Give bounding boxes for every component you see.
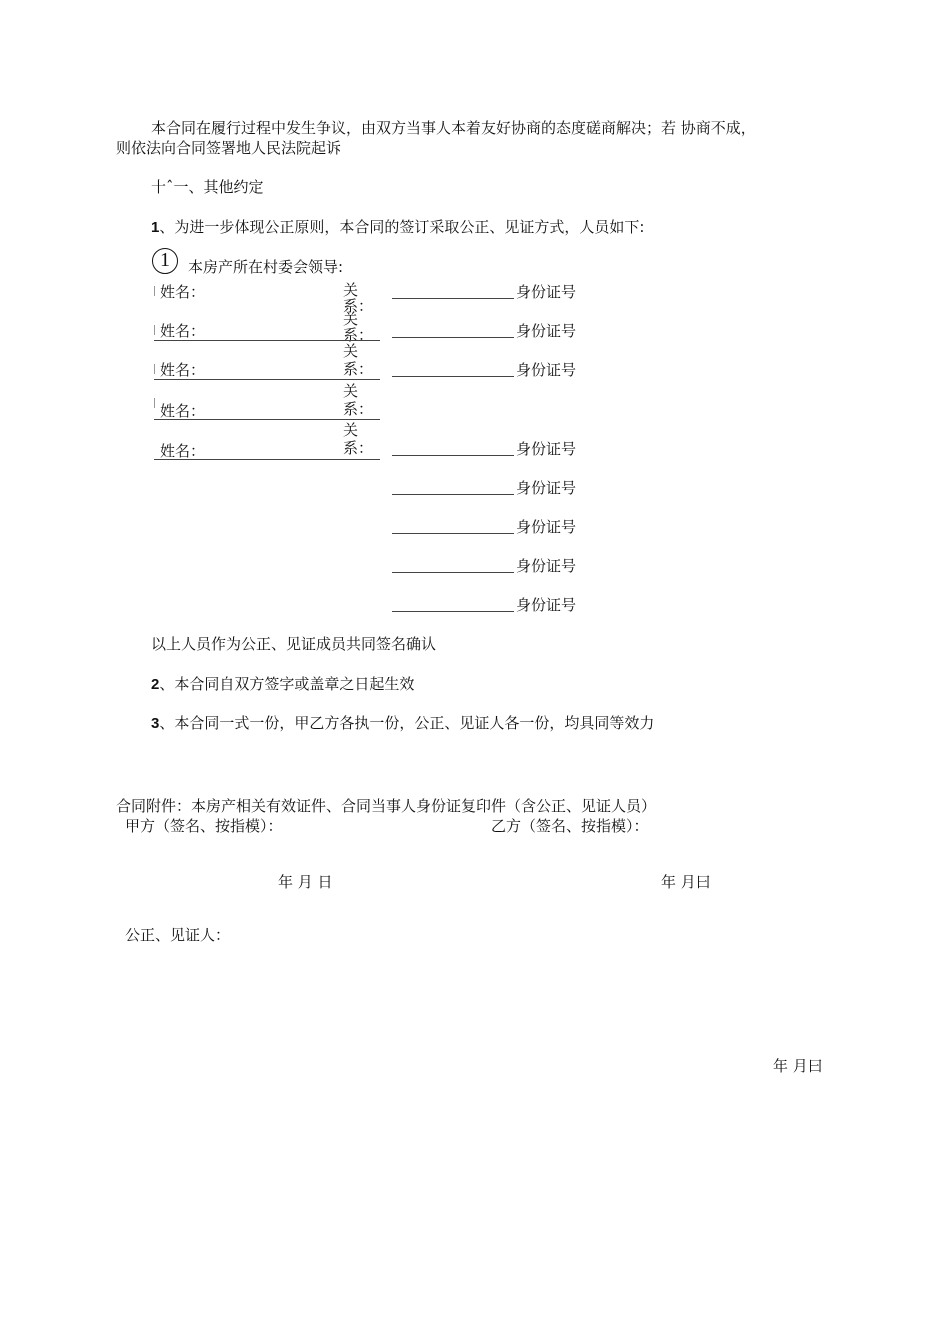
relation-top: 关 (343, 342, 359, 360)
row-mark (154, 325, 155, 335)
relation-top: 关 (343, 310, 359, 328)
row-mark (154, 286, 155, 296)
relation-bottom: 系： (343, 297, 374, 315)
name-underline (154, 379, 380, 380)
id-label: 身份证号 (516, 596, 577, 614)
relation-bottom: 系： (343, 439, 374, 457)
party-b-date: 年 月曰 (661, 873, 711, 891)
row-mark (154, 398, 155, 408)
name-label: 姓名： (160, 322, 206, 340)
relation-bottom: 系： (343, 360, 374, 378)
name-label: 姓名： (160, 283, 206, 301)
id-underline (392, 455, 514, 456)
witness-date: 年 月曰 (773, 1057, 823, 1075)
relation-top: 关 (343, 281, 359, 299)
circled-number-1: 1 (152, 248, 178, 274)
name-label: 姓名： (160, 361, 206, 379)
id-underline (392, 337, 514, 338)
name-underline (154, 419, 380, 420)
id-label: 身份证号 (516, 361, 577, 379)
relation-bottom: 系： (343, 326, 374, 344)
name-label: 姓名： (160, 442, 206, 460)
item-number: 2 (151, 676, 160, 693)
party-a-date: 年 月 日 (278, 873, 333, 891)
id-label: 身份证号 (516, 322, 577, 340)
party-a-signature-label: 甲方（签名、按指模）： (125, 817, 283, 835)
id-label: 身份证号 (516, 283, 577, 301)
item-2 (151, 675, 414, 694)
id-underline (392, 376, 514, 377)
dispute-clause-line1: 本合同在履行过程中发生争议，由双方当事人本着友好协商的态度磋商解决；若 协商不成， (151, 119, 756, 137)
party-b-signature-label: 乙方（签名、按指模）： (491, 817, 649, 835)
item-3 (151, 714, 654, 733)
witness-label: 公正、见证人： (125, 926, 231, 944)
id-label: 身份证号 (516, 440, 577, 458)
id-underline (392, 572, 514, 573)
relation-top: 关 (343, 421, 359, 439)
relation-bottom: 系： (343, 400, 374, 418)
name-underline (154, 459, 380, 460)
item-text: 、为进一步体现公正原则，本合同的签订采取公正、见证方式，人员如下: (159, 218, 645, 236)
confirmation-text: 以上人员作为公正、见证成员共同签名确认 (151, 635, 437, 653)
id-label: 身份证号 (516, 479, 577, 497)
item-number: 1 (151, 219, 160, 236)
row-mark (154, 364, 155, 374)
section-title: 十ˆ一、其他约定 (151, 178, 264, 196)
id-label: 身份证号 (516, 518, 577, 536)
item-text: 、本合同自双方签字或盖章之日起生效 (159, 675, 415, 693)
dispute-clause-line2: 则依法向合同签署地人民法院起诉 (116, 139, 342, 157)
id-label: 身份证号 (516, 557, 577, 575)
item-text: 、本合同一式一份，甲乙方各执一份，公正、见证人各一份，均具同等效力 (159, 714, 655, 732)
item-number: 3 (151, 715, 160, 732)
id-underline (392, 611, 514, 612)
id-underline (392, 494, 514, 495)
id-underline (392, 533, 514, 534)
name-label: 姓名： (160, 402, 206, 420)
village-committee-label: 本房产所在村委会领导: (188, 258, 344, 276)
name-underline (154, 340, 380, 341)
item-1 (151, 218, 644, 237)
id-underline (392, 298, 514, 299)
relation-top: 关 (343, 382, 359, 400)
attachment-text: 合同附件：本房产相关有效证件、合同当事人身份证复印件（含公正、见证人员） (116, 797, 657, 815)
